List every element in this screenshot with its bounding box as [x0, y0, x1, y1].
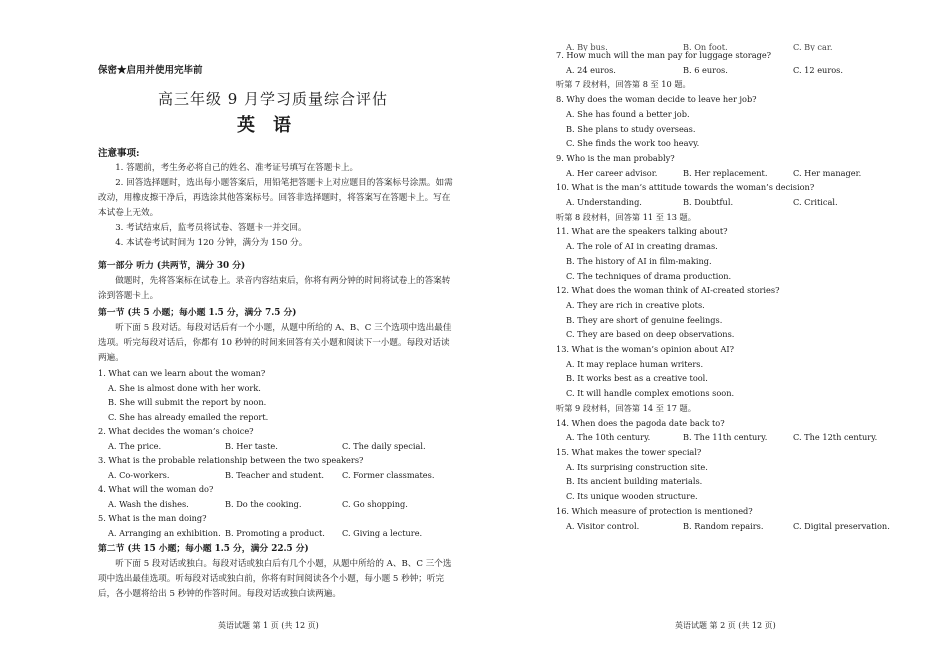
question-16: 16. Which measure of protection is mentioned? [556, 505, 753, 516]
option-7b: B. 6 euros. [683, 64, 728, 75]
note-item: 3. 考试结束后，监考员将试卷、答题卡一并交回。 [115, 223, 307, 233]
option-14c: C. The 12th century. [793, 432, 878, 443]
options-5 [108, 526, 472, 541]
notes-heading: 注意事项: [98, 148, 140, 159]
option-1b: B. She will submit the report by noon. [108, 397, 267, 407]
option-1c: C. She has already emailed the report. [108, 411, 269, 422]
option-6c: C. By car. [793, 42, 833, 51]
option-7a: A. 24 euros. [566, 64, 616, 75]
option-16b: B. Random repairs. [683, 520, 764, 531]
section1-heading: 第一节 (共 5 小题；每小题 1.5 分，满分 7.5 分) [98, 308, 297, 318]
option-1a: A. She is almost done with her work. [108, 382, 261, 393]
part1-heading: 第一部分 听力 (共两节，满分 30 分) [98, 261, 246, 271]
option-13b: B. It works best as a creative tool. [566, 373, 708, 384]
options-10 [566, 195, 950, 210]
note-item: 2. 回答选择题时，选出每小题答案后，用铅笔把答题卡上对应题目的答案标号涂黑。如需改动，用橡皮擦干净后，再选涂其他答案标号。回答非选择题时，将答案写在答题卡上。写在本试卷上无效。 [98, 178, 453, 218]
option-12c: C. They are based on deep observations. [566, 329, 735, 340]
options-9 [566, 166, 950, 181]
confidential-label: 保密★启用并使用完毕前 [98, 65, 203, 76]
option-5b: B. Promoting a product. [225, 527, 325, 538]
question-5: 5. What is the man doing? [98, 513, 207, 523]
option-9b: B. Her replacement. [683, 167, 768, 178]
options-4 [108, 497, 472, 512]
question-14: 14. When does the pagoda date back to? [556, 417, 725, 428]
listen-instruction-8: 听第 8 段材料，回答第 11 至 13 题。 [556, 211, 696, 222]
option-11b: B. The history of AI in film-making. [566, 255, 712, 266]
part1-intro: 做题时，先将答案标在试卷上。录音内容结束后，你将有两分钟的时间将试卷上的答案转涂到答题卡上。 [98, 276, 451, 301]
option-13c: C. It will handle complex emotions soon. [566, 388, 735, 399]
option-5c: C. Giving a lecture. [342, 527, 423, 538]
listen-instruction-9: 听第 9 段材料，回答第 14 至 17 题。 [556, 402, 696, 413]
option-9a: A. Her career advisor. [566, 167, 658, 178]
question-3: 3. What is the probable relationship between the two speakers? [98, 455, 364, 465]
option-13a: A. It may replace human writers. [566, 358, 704, 369]
option-11a: A. The role of AI in creating dramas. [566, 241, 718, 252]
option-3c: C. Former classmates. [342, 469, 435, 480]
option-9c: C. Her manager. [793, 167, 862, 178]
exam-title: 高三年级 9 月学习质量综合评估 [157, 90, 389, 108]
option-15a: A. Its surprising construction site. [566, 461, 708, 472]
option-7c: C. 12 euros. [793, 64, 843, 75]
question-10: 10. What is the man’s attitude towards the woman’s decision? [556, 182, 815, 193]
option-5a: A. Arranging an exhibition. [108, 527, 221, 538]
option-6a: A. By bus. [566, 42, 608, 51]
question-2: 2. What decides the woman’s choice? [98, 426, 254, 436]
option-8b: B. She plans to study overseas. [566, 123, 696, 134]
exam-page-2 [475, 0, 950, 658]
option-8c: C. She finds the work too heavy. [566, 138, 700, 149]
section1-intro: 听下面 5 段对话。每段对话后有一个小题，从题中所给的 A、B、C 三个选项中选出最佳选项。听完每段对话后，你都有 10 秒钟的时间来回答有关小题和阅读下一小题。每段对话读两遍。 [98, 323, 452, 363]
option-3a: A. Co-workers. [108, 469, 170, 480]
option-2b: B. Her taste. [225, 440, 278, 451]
option-4b: B. Do the cooking. [225, 498, 302, 509]
options-2 [108, 439, 472, 454]
note-item: 4. 本试卷考试时间为 120 分钟，满分为 150 分。 [115, 238, 308, 248]
option-8a: A. She has found a better job. [566, 108, 690, 119]
options-6-cut [566, 41, 833, 51]
option-14a: A. The 10th century. [566, 432, 651, 443]
page-footer-2: 英语试题 第 2 页 (共 12 页) [675, 621, 776, 630]
options-7 [566, 63, 950, 78]
question-7: 7. How much will the man pay for luggage storage? [556, 50, 772, 60]
question-12: 12. What does the woman think of AI-created stories? [556, 285, 780, 296]
option-10c: C. Critical. [793, 197, 838, 208]
section2-heading: 第二节 (共 15 小题；每小题 1.5 分，满分 22.5 分) [98, 544, 309, 554]
option-14b: B. The 11th century. [683, 432, 768, 443]
question-4: 4. What will the woman do? [98, 484, 214, 494]
option-3b: B. Teacher and student. [225, 469, 325, 480]
option-15b: B. Its ancient building materials. [566, 476, 703, 487]
options-14 [566, 430, 950, 445]
listen-instruction-7: 听第 7 段材料，回答第 8 至 10 题。 [556, 79, 691, 90]
option-10b: B. Doubtful. [683, 197, 734, 208]
option-2a: A. The price. [108, 440, 162, 451]
section2-intro: 听下面 5 段对话或独白。每段对话或独白后有几个小题，从题中所给的 A、B、C 三个选项中选出最佳选项。听每段对话或独白前，你将有时间阅读各个小题，每小题 5 秒钟；听完后，各小题将给出 5 秒钟的作答时间。每段对话或独白读两遍。 [98, 559, 452, 599]
exam-page-1 [0, 0, 472, 658]
page-footer-1: 英语试题 第 1 页 (共 12 页) [218, 621, 319, 630]
option-16a: A. Visitor control. [566, 520, 640, 531]
cut-off-top [556, 0, 950, 51]
option-15c: C. Its unique wooden structure. [566, 491, 698, 502]
option-2c: C. The daily special. [342, 440, 426, 451]
option-10a: A. Understanding. [566, 197, 642, 208]
option-12a: A. They are rich in creative plots. [566, 299, 705, 310]
exam-subject: 英语 [237, 115, 309, 136]
options-16 [566, 519, 950, 534]
question-8: 8. Why does the woman decide to leave her job? [556, 94, 757, 105]
option-11c: C. The techniques of drama production. [566, 270, 732, 281]
question-15: 15. What makes the tower special? [556, 446, 702, 457]
question-1: 1. What can we learn about the woman? [98, 368, 266, 378]
option-16c: C. Digital preservation. [793, 520, 890, 531]
question-13: 13. What is the woman’s opinion about AI? [556, 344, 735, 355]
option-12b: B. They are short of genuine feelings. [566, 314, 723, 325]
note-item: 1. 答题前，考生务必将自己的姓名、准考证号填写在答题卡上。 [115, 163, 359, 173]
option-4a: A. Wash the dishes. [108, 498, 189, 509]
question-11: 11. What are the speakers talking about? [556, 226, 728, 237]
options-3 [108, 468, 472, 483]
option-4c: C. Go shopping. [342, 498, 408, 509]
question-9: 9. Who is the man probably? [556, 152, 675, 163]
option-6b: B. On foot. [683, 42, 728, 51]
